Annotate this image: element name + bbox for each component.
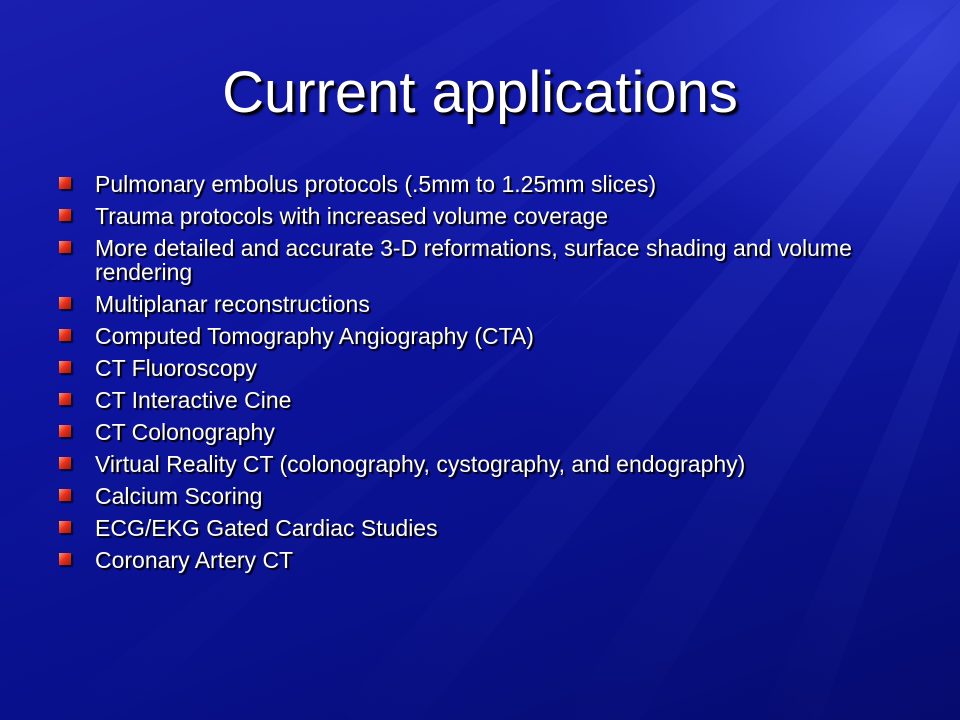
list-item [58, 324, 908, 348]
bullet-text: Calcium Scoring [95, 483, 263, 509]
square-bullet-icon [59, 241, 71, 253]
bullet-text: ECG/EKG Gated Cardiac Studies [95, 515, 438, 541]
list-item [58, 356, 908, 380]
bullet-text: Multiplanar reconstructions [95, 291, 370, 317]
list-item [58, 236, 908, 284]
bullet-text: CT Interactive Cine [95, 387, 292, 413]
bullet-text: Virtual Reality CT (colonography, cystography, and endography) [95, 451, 746, 477]
bullet-list [58, 172, 908, 580]
square-bullet-icon [59, 361, 71, 373]
square-bullet-icon [59, 297, 71, 309]
list-item [58, 516, 908, 540]
square-bullet-icon [59, 329, 71, 341]
list-item [58, 484, 908, 508]
slide-title: Current applications [222, 60, 738, 125]
list-item [58, 388, 908, 412]
bullet-text: CT Fluoroscopy [95, 355, 257, 381]
bullet-text: Trauma protocols with increased volume coverage [95, 203, 609, 229]
list-item [58, 204, 908, 228]
bullet-text: Coronary Artery CT [95, 547, 294, 573]
list-item [58, 548, 908, 572]
square-bullet-icon [59, 393, 71, 405]
bullet-text: Computed Tomography Angiography (CTA) [95, 323, 534, 349]
list-item [58, 292, 908, 316]
list-item [58, 172, 908, 196]
bullet-text: More detailed and accurate 3-D reformations, surface shading and volume rendering [95, 235, 852, 285]
list-item [58, 420, 908, 444]
square-bullet-icon [59, 425, 71, 437]
square-bullet-icon [59, 521, 71, 533]
square-bullet-icon [59, 553, 71, 565]
square-bullet-icon [59, 177, 71, 189]
square-bullet-icon [59, 457, 71, 469]
list-item [58, 452, 908, 476]
square-bullet-icon [59, 209, 71, 221]
bullet-text: Pulmonary embolus protocols (.5mm to 1.25mm slices) [95, 171, 657, 197]
square-bullet-icon [59, 489, 71, 501]
bullet-text: CT Colonography [95, 419, 275, 445]
